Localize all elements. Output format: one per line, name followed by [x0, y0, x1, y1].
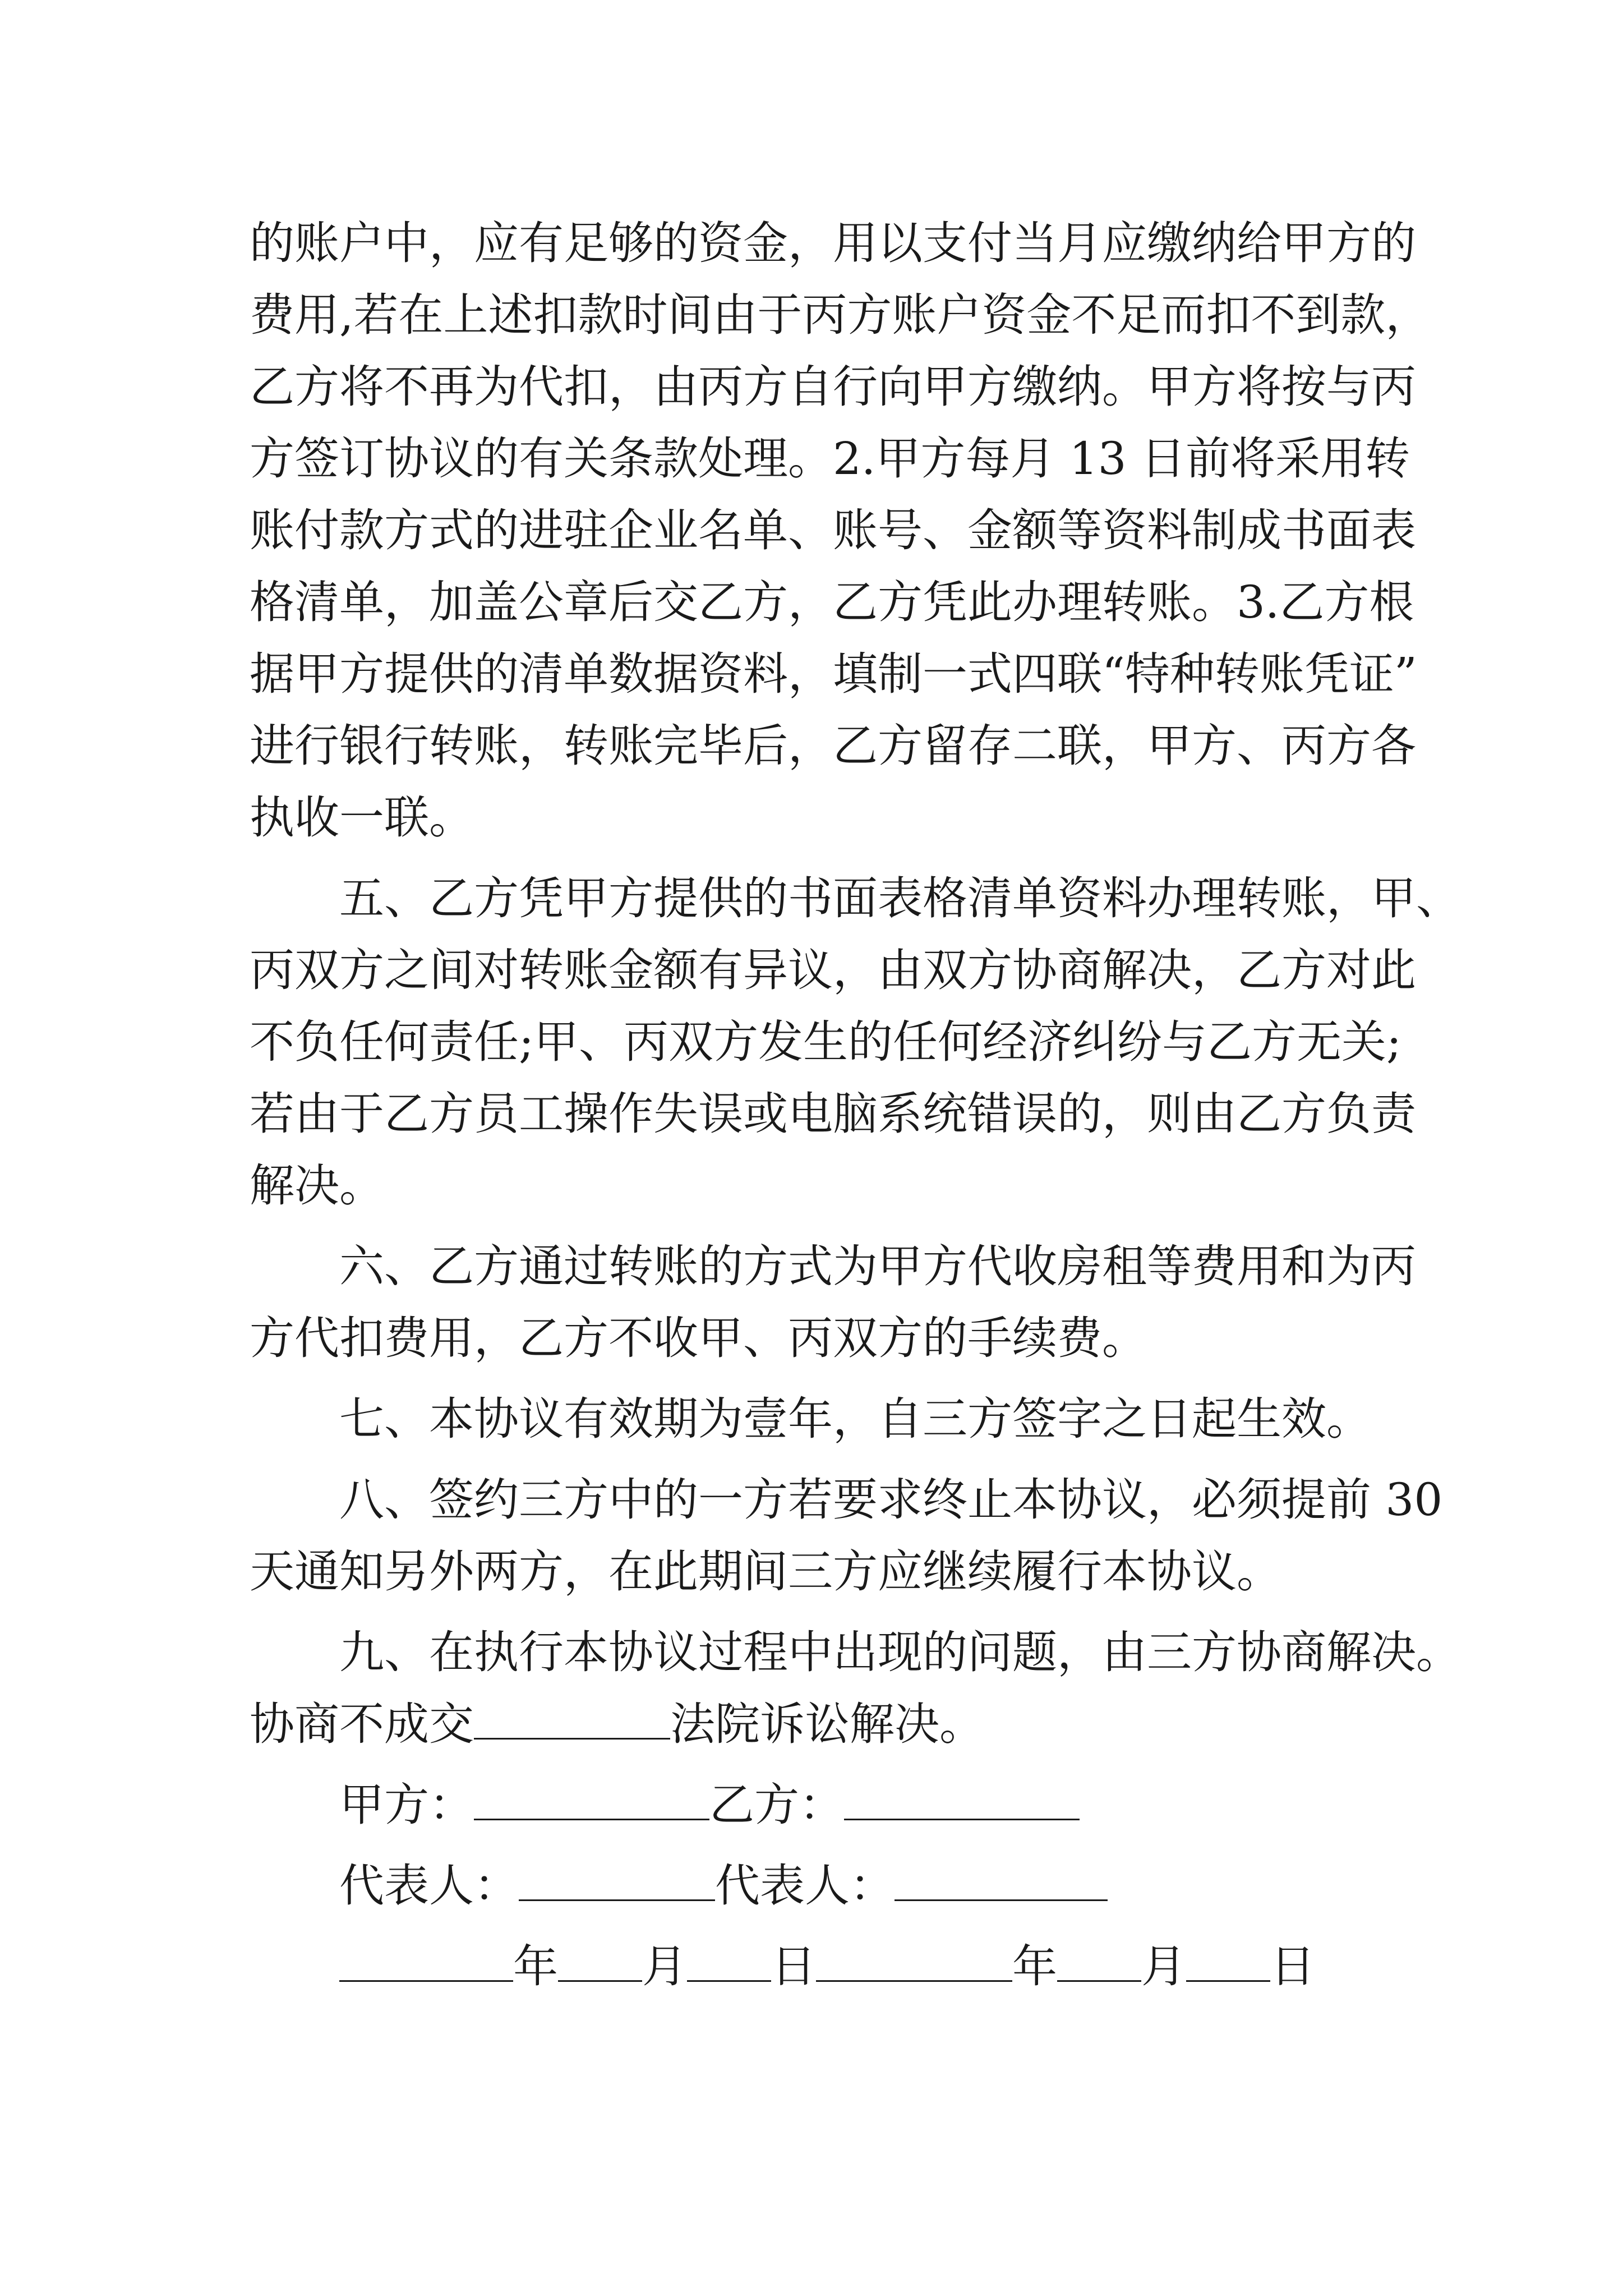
paragraph-line: 乙方将不再为代扣，由丙方自行向甲方缴纳。甲方将按与丙: [250, 361, 1416, 413]
day-blank-a[interactable]: [687, 1938, 771, 1982]
party-b-label: 乙方：: [709, 1779, 844, 1831]
year-blank-b[interactable]: [816, 1938, 1012, 1982]
rep-b-label: 代表人：: [715, 1860, 895, 1912]
clause-5-line: 丙双方之间对转账金额有异议，由双方协商解决，乙方对此: [250, 944, 1416, 996]
representative-signature-line: [250, 1850, 1438, 1922]
paragraph-line: 账付款方式的进驻企业名单、账号、金额等资料制成书面表: [250, 504, 1416, 556]
paragraph-line: 的账户中，应有足够的资金，用以支付当月应缴纳给甲方的: [250, 217, 1416, 269]
clause-5-line: 五、乙方凭甲方提供的书面表格清单资料办理转账，甲、: [339, 872, 1461, 924]
paragraph-line: 进行银行转账，转账完毕后，乙方留存二联，甲方、丙方各: [250, 720, 1416, 772]
rep-a-blank[interactable]: [519, 1857, 715, 1901]
month-blank-a[interactable]: [558, 1938, 642, 1982]
agreement-text: [250, 208, 1461, 2003]
day-label: 日: [1270, 1940, 1315, 1993]
party-b-blank[interactable]: [844, 1776, 1080, 1820]
party-a-blank[interactable]: [474, 1776, 709, 1820]
paragraph-line: 格清单，加盖公章后交乙方，乙方凭此办理转账。3.乙方根: [250, 576, 1414, 628]
clause-9-text: 协商不成交: [250, 1698, 474, 1750]
clause-6-line: 六、乙方通过转账的方式为甲方代收房租等费用和为丙: [339, 1240, 1416, 1292]
paragraph-line: 据甲方提供的清单数据资料，填制一式四联“特种转账凭证”: [250, 648, 1417, 700]
date-line: [250, 1931, 1438, 2003]
day-label: 日: [771, 1940, 816, 1993]
month-label: 月: [642, 1940, 687, 1993]
month-label: 月: [1141, 1940, 1186, 1993]
month-blank-b[interactable]: [1057, 1938, 1141, 1982]
clause-5-line: 不负任何责任;甲、丙双方发生的任何经济纠纷与乙方无关;: [250, 1016, 1401, 1068]
clause-9-line: [250, 1688, 1438, 1760]
year-blank-a[interactable]: [339, 1938, 513, 1982]
clause-9-line: 九、在执行本协议过程中出现的问题，由三方协商解决。: [339, 1626, 1461, 1678]
clause-5-line: 解决。: [250, 1159, 384, 1212]
year-label: 年: [513, 1940, 558, 1993]
rep-b-blank[interactable]: [895, 1857, 1108, 1901]
clause-8-line: 天通知另外两方，在此期间三方应继续履行本协议。: [250, 1545, 1281, 1598]
clause-8-line: 八、签约三方中的一方若要求终止本协议，必须提前 30: [339, 1474, 1443, 1526]
court-name-blank[interactable]: [474, 1695, 670, 1740]
clause-5-line: 若由于乙方员工操作失误或电脑系统错误的，则由乙方负责: [250, 1088, 1416, 1140]
clause-9-text: 法院诉讼解决。: [670, 1698, 984, 1750]
day-blank-b[interactable]: [1186, 1938, 1270, 1982]
year-label: 年: [1012, 1940, 1057, 1993]
paragraph-line: 费用,若在上述扣款时间由于丙方账户资金不足而扣不到款，: [250, 289, 1431, 341]
paragraph-line: 方签订协议的有关条款处理。2.甲方每月 13 日前将采用转: [250, 432, 1410, 485]
party-a-label: 甲方：: [339, 1779, 474, 1831]
rep-a-label: 代表人：: [339, 1860, 519, 1912]
clause-6-line: 方代扣费用，乙方不收甲、丙双方的手续费。: [250, 1312, 1147, 1364]
paragraph-line: 执收一联。: [250, 792, 474, 844]
party-signature-line: [250, 1769, 1438, 1841]
clause-7-line: 七、本协议有效期为壹年，自三方签字之日起生效。: [339, 1393, 1371, 1445]
